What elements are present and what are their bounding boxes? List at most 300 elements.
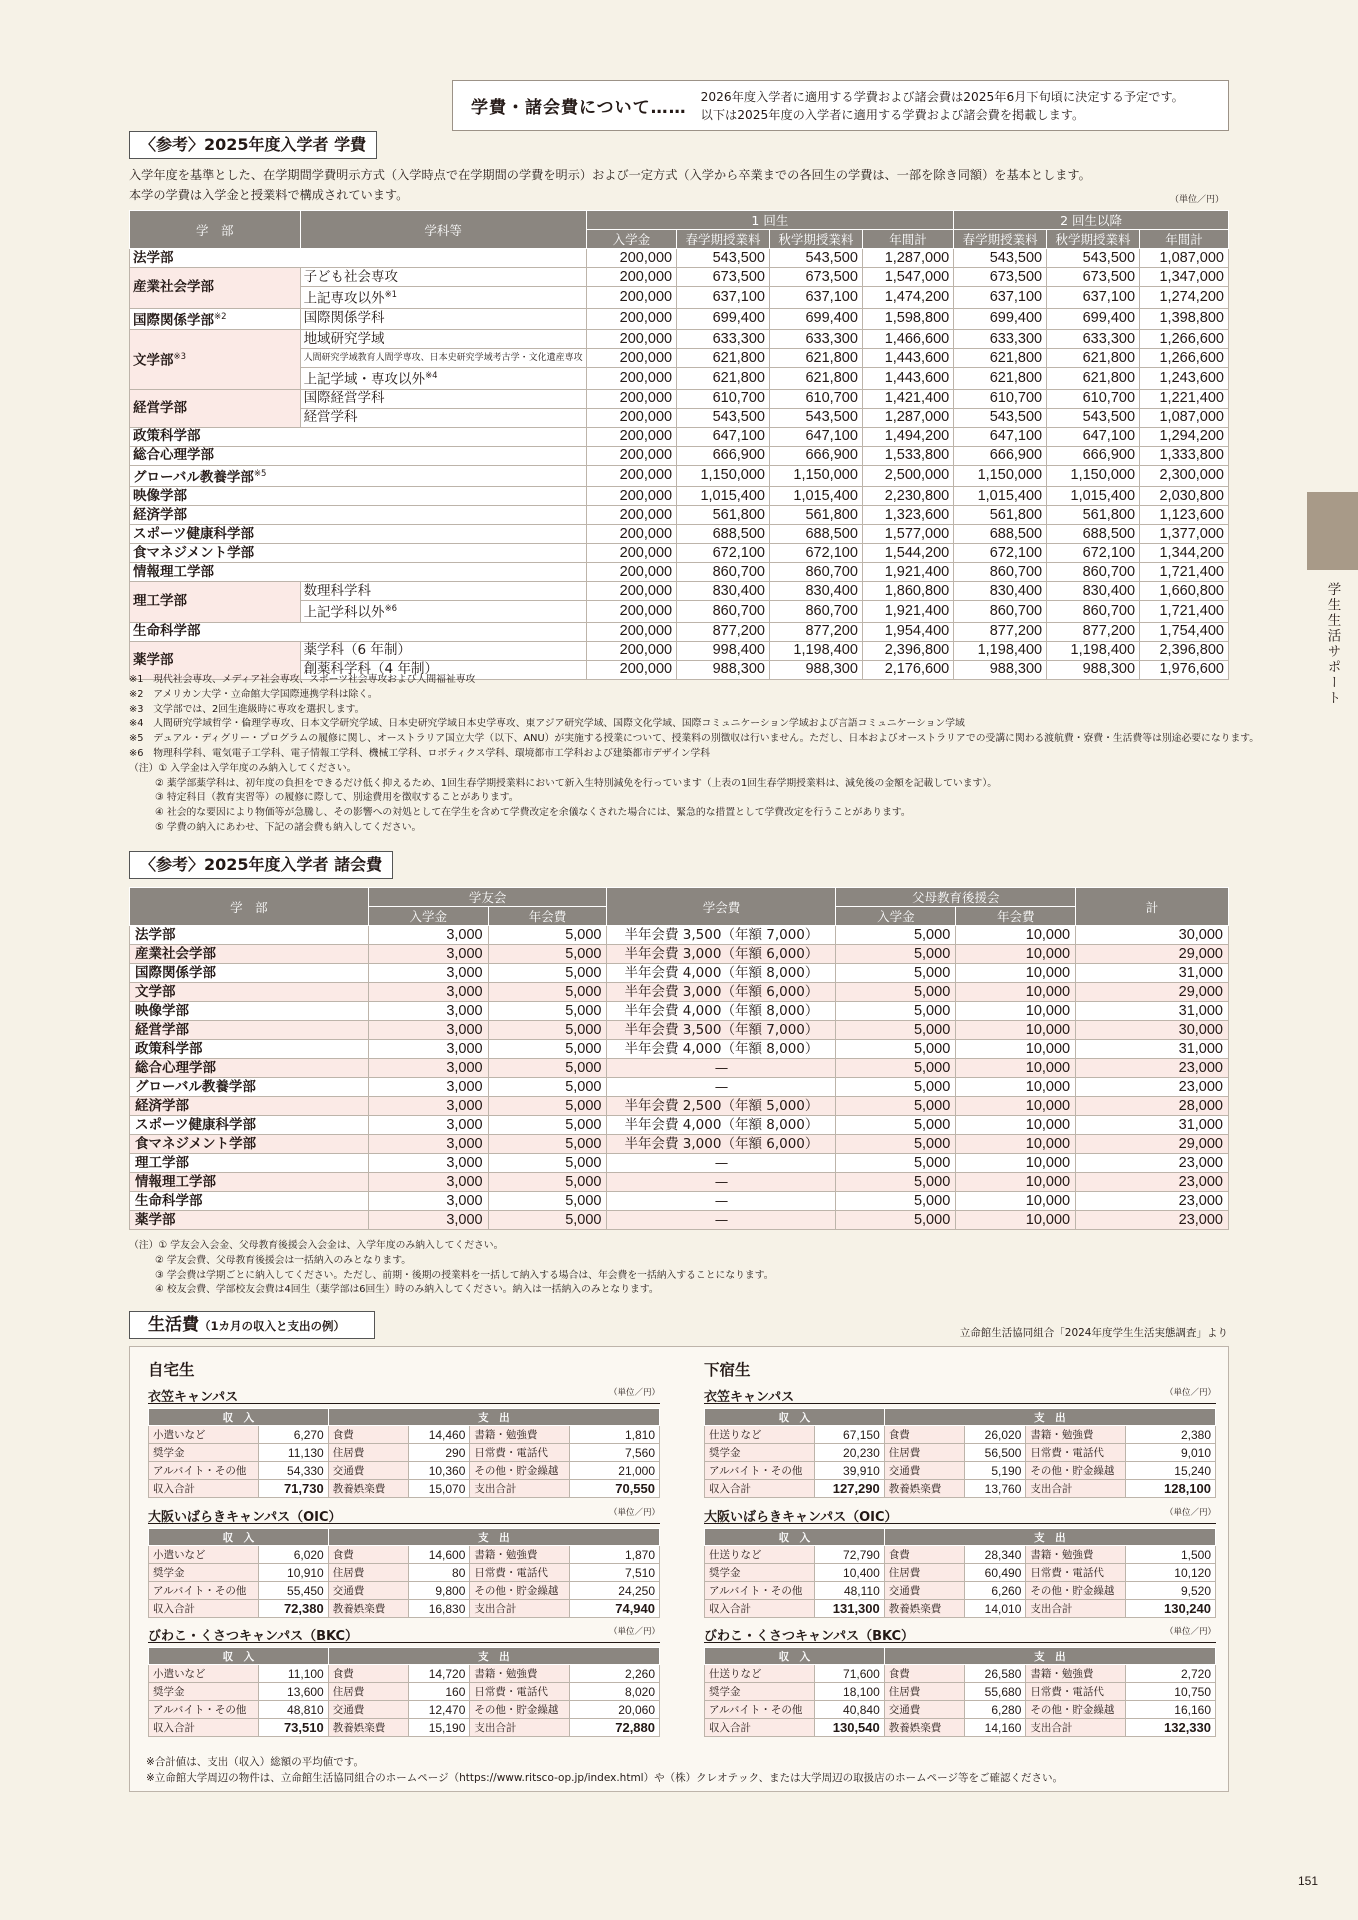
expense-label: 支出合計 bbox=[1026, 1719, 1126, 1737]
income-header: 収 入 bbox=[705, 1648, 885, 1665]
living-notes bbox=[146, 1754, 1063, 1786]
table-row bbox=[130, 389, 1229, 408]
footnote-mark: ※5 bbox=[253, 468, 267, 479]
faculty-cell bbox=[130, 389, 301, 427]
fee-value: 699,400 bbox=[769, 308, 862, 330]
footnote-mark: ※3 bbox=[173, 352, 187, 362]
expense-label: 支出合計 bbox=[470, 1480, 570, 1498]
expense-value: 1,500 bbox=[1126, 1546, 1216, 1564]
faculty-cell: 経済学部 bbox=[130, 1097, 369, 1116]
fee-value: 10,000 bbox=[956, 1135, 1076, 1154]
expense-label: その他・貯金繰越 bbox=[1026, 1462, 1126, 1480]
faculty-name: 理工学部 bbox=[133, 593, 187, 610]
fee-value: 610,700 bbox=[769, 389, 862, 408]
expense-label: その他・貯金繰越 bbox=[1026, 1701, 1126, 1719]
fee-value: 561,800 bbox=[1047, 506, 1140, 525]
fee-value: 1,921,400 bbox=[862, 601, 953, 623]
fee-value: 5,000 bbox=[836, 926, 956, 945]
tuition-table bbox=[129, 210, 1229, 680]
income-header: 収 入 bbox=[149, 1529, 329, 1546]
fee-value: 1,198,400 bbox=[769, 641, 862, 660]
campus-title bbox=[148, 1506, 660, 1524]
expense-value: 10,360 bbox=[408, 1462, 470, 1480]
fee-value: 半年会費 3,500（年額 7,000） bbox=[607, 1021, 836, 1040]
fee-value: 1,466,600 bbox=[862, 330, 953, 349]
fee-value: 877,200 bbox=[954, 622, 1047, 641]
income-value: 6,020 bbox=[258, 1546, 328, 1564]
faculty-name: 生命科学部 bbox=[133, 623, 201, 639]
unit-label: （単位／円） bbox=[1169, 195, 1224, 205]
expense-value: 60,490 bbox=[964, 1564, 1026, 1582]
fee-value: 5,000 bbox=[836, 1097, 956, 1116]
faculty-cell: 文学部 bbox=[130, 983, 369, 1002]
faculty-name: 文学部 bbox=[133, 352, 174, 369]
table-row bbox=[705, 1426, 1216, 1444]
income-label: 奨学金 bbox=[149, 1444, 259, 1462]
expense-value: 9,010 bbox=[1126, 1444, 1216, 1462]
fee-value: 621,800 bbox=[954, 349, 1047, 368]
expense-value: 24,250 bbox=[570, 1582, 660, 1600]
expense-label: 書籍・勉強費 bbox=[1026, 1426, 1126, 1444]
fee-value: 半年会費 3,000（年額 6,000） bbox=[607, 983, 836, 1002]
note-line: （注）① 入学金は入学年度のみ納入してください。 bbox=[129, 762, 357, 774]
dept-name: 創薬科学科（4 年制） bbox=[303, 661, 438, 677]
intro-line: 入学年度を基準とした、在学期間学費明示方式（入学時点で在学期間の学費を明示）および一定方式（入学から卒業までの各回生の学費は、一部を除き同額）を基本とします。 bbox=[129, 168, 1091, 182]
fee-value: 543,500 bbox=[677, 408, 770, 427]
fee-value: 1,266,600 bbox=[1140, 349, 1229, 368]
fee-value: 23,000 bbox=[1076, 1059, 1229, 1078]
note-line: ④ 社会的な要因により物価等が急騰し、その影響への対処として在学生を含めて学費改定を余儀なくされた場合には、緊急的な措置として学費改定を行うことがあります。 bbox=[155, 807, 911, 819]
income-label: 仕送りなど bbox=[705, 1665, 815, 1683]
fee-value: 633,300 bbox=[954, 330, 1047, 349]
note-line: ※6 物理科学科、電気電子工学科、電子情報工学科、機械工学科、ロボティクス学科、環境都市工学科および建築都市デザイン学科 bbox=[129, 747, 711, 759]
income-label: 仕送りなど bbox=[705, 1426, 815, 1444]
fee-value: 860,700 bbox=[954, 601, 1047, 623]
table-row bbox=[130, 308, 1229, 330]
faculty-cell bbox=[130, 446, 587, 465]
col-annual-2: 年間計 bbox=[1140, 230, 1229, 249]
notice-line: 以下は2025年度の入学者に適用する学費および諸会費を掲載します。 bbox=[700, 107, 1085, 122]
fee-value: 5,000 bbox=[488, 1192, 607, 1211]
fee-value: 半年会費 2,500（年額 5,000） bbox=[607, 1097, 836, 1116]
faculty-cell bbox=[130, 465, 587, 487]
expense-label: その他・貯金繰越 bbox=[470, 1462, 570, 1480]
faculty-cell: 薬学部 bbox=[130, 1211, 369, 1230]
living-table bbox=[704, 1408, 1216, 1498]
col-fall: 秋学期授業料 bbox=[769, 230, 862, 249]
faculty-cell: 法学部 bbox=[130, 926, 369, 945]
fee-value: 672,100 bbox=[677, 544, 770, 563]
fee-value: 10,000 bbox=[956, 1078, 1076, 1097]
fee-value: 633,300 bbox=[1047, 330, 1140, 349]
income-value: 127,290 bbox=[814, 1480, 884, 1498]
campus-title bbox=[704, 1506, 1216, 1524]
fee-value: 1,443,600 bbox=[862, 368, 953, 390]
tuition-intro bbox=[129, 165, 1091, 205]
fee-value: 860,700 bbox=[677, 563, 770, 582]
footnote-mark: ※1 bbox=[384, 290, 398, 300]
fee-value: 860,700 bbox=[954, 563, 1047, 582]
expense-value: 56,500 bbox=[964, 1444, 1026, 1462]
income-label: 奨学金 bbox=[705, 1444, 815, 1462]
fee-value: 1,015,400 bbox=[954, 487, 1047, 506]
table-row bbox=[705, 1444, 1216, 1462]
income-label: アルバイト・その他 bbox=[149, 1701, 259, 1719]
fee-value: — bbox=[607, 1059, 836, 1078]
fee-value: — bbox=[607, 1078, 836, 1097]
fee-value: 5,000 bbox=[836, 1078, 956, 1097]
dept-cell bbox=[300, 408, 586, 427]
fee-value: 3,000 bbox=[368, 945, 488, 964]
col-parents-entrance: 入学金 bbox=[836, 907, 956, 926]
side-tab-label: 学生生活サポート bbox=[1324, 582, 1341, 706]
unit-label: （単位／円） bbox=[608, 1388, 660, 1398]
fee-value: 200,000 bbox=[586, 622, 677, 641]
faculty-cell bbox=[130, 487, 587, 506]
fee-value: 647,100 bbox=[769, 427, 862, 446]
note-line: ※4 人間研究学域哲学・倫理学専攻、日本文学研究学域、日本史研究学域日本史学専攻、東アジア研究学域、国際文化学域、国際コミュニケーション学域および言語コミュニケーション学域 bbox=[129, 718, 965, 730]
fee-value: 633,300 bbox=[769, 330, 862, 349]
table-row bbox=[130, 1135, 1229, 1154]
table-row bbox=[149, 1719, 660, 1737]
income-label: 収入合計 bbox=[149, 1719, 259, 1737]
expense-label: 書籍・勉強費 bbox=[470, 1665, 570, 1683]
table-row bbox=[149, 1546, 660, 1564]
fee-value: 29,000 bbox=[1076, 983, 1229, 1002]
faculty-cell bbox=[130, 563, 587, 582]
fee-value: 200,000 bbox=[586, 368, 677, 390]
faculty-name: 政策科学部 bbox=[133, 428, 201, 444]
fee-value: 877,200 bbox=[677, 622, 770, 641]
fee-value: 688,500 bbox=[769, 525, 862, 544]
lodging-title: 下宿生 bbox=[704, 1361, 751, 1379]
income-header: 収 入 bbox=[705, 1529, 885, 1546]
fee-value: 5,000 bbox=[488, 1135, 607, 1154]
table-row bbox=[149, 1426, 660, 1444]
dept-name: 子ども社会専攻 bbox=[303, 268, 399, 285]
fee-value: 5,000 bbox=[488, 1021, 607, 1040]
expense-label: 交通費 bbox=[884, 1582, 964, 1600]
table-row bbox=[149, 1444, 660, 1462]
dept-cell bbox=[300, 368, 586, 390]
income-value: 13,600 bbox=[258, 1683, 328, 1701]
table-row bbox=[149, 1564, 660, 1582]
fee-value: 830,400 bbox=[954, 582, 1047, 601]
fee-value: 672,100 bbox=[954, 544, 1047, 563]
header-row bbox=[149, 1529, 660, 1546]
campus-block bbox=[148, 1386, 660, 1498]
fee-value: 688,500 bbox=[954, 525, 1047, 544]
faculty-cell bbox=[130, 249, 587, 268]
fee-value: 543,500 bbox=[1047, 408, 1140, 427]
campus-block bbox=[148, 1506, 660, 1618]
fee-value: 1,087,000 bbox=[1140, 408, 1229, 427]
fee-value: 10,000 bbox=[956, 1040, 1076, 1059]
fee-value: 200,000 bbox=[586, 544, 677, 563]
table-row bbox=[130, 926, 1229, 945]
note-line: ※2 アメリカン大学・立命館大学国際連携学科は除く。 bbox=[129, 688, 378, 700]
intro-line: 本学の学費は入学金と授業料で構成されています。 bbox=[129, 188, 409, 202]
fee-value: 半年会費 3,500（年額 7,000） bbox=[607, 926, 836, 945]
fee-value: 1,243,600 bbox=[1140, 368, 1229, 390]
fee-value: 1,721,400 bbox=[1140, 601, 1229, 623]
faculty-cell: 理工学部 bbox=[130, 1154, 369, 1173]
header-row bbox=[705, 1529, 1216, 1546]
expense-value: 14,460 bbox=[408, 1426, 470, 1444]
income-label: アルバイト・その他 bbox=[705, 1462, 815, 1480]
table-row bbox=[130, 964, 1229, 983]
fee-value: — bbox=[607, 1154, 836, 1173]
faculty-cell bbox=[130, 506, 587, 525]
campus-block bbox=[704, 1625, 1216, 1737]
campus-block bbox=[704, 1386, 1216, 1498]
fee-value: 621,800 bbox=[677, 349, 770, 368]
fee-value: 688,500 bbox=[1047, 525, 1140, 544]
fee-value: 1,547,000 bbox=[862, 268, 953, 287]
dept-cell bbox=[300, 582, 586, 601]
expense-label: 教養娯楽費 bbox=[328, 1480, 408, 1498]
fee-value: 610,700 bbox=[677, 389, 770, 408]
expense-header: 支 出 bbox=[884, 1409, 1215, 1426]
faculty-name: 経営学部 bbox=[133, 399, 187, 416]
table-row bbox=[130, 330, 1229, 349]
fee-value: 1,087,000 bbox=[1140, 249, 1229, 268]
fee-value: 543,500 bbox=[954, 408, 1047, 427]
expense-label: 食費 bbox=[328, 1426, 408, 1444]
fee-value: 半年会費 3,000（年額 6,000） bbox=[607, 945, 836, 964]
col-fall-2: 秋学期授業料 bbox=[1047, 230, 1140, 249]
expense-value: 28,340 bbox=[964, 1546, 1026, 1564]
income-value: 54,330 bbox=[258, 1462, 328, 1480]
expense-value: 26,580 bbox=[964, 1665, 1026, 1683]
table-row bbox=[130, 622, 1229, 641]
table-row bbox=[130, 945, 1229, 964]
fee-value: 200,000 bbox=[586, 268, 677, 287]
fee-value: 5,000 bbox=[488, 1040, 607, 1059]
faculty-name: 情報理工学部 bbox=[133, 563, 214, 580]
fee-value: 1,274,200 bbox=[1140, 287, 1229, 309]
expense-value: 2,380 bbox=[1126, 1426, 1216, 1444]
notice-label: 学費・諸会費について…… bbox=[471, 98, 687, 118]
col-alumni: 学友会 bbox=[368, 888, 607, 907]
expense-label: 日常費・電話代 bbox=[1026, 1683, 1126, 1701]
living-table bbox=[148, 1528, 660, 1618]
table-row bbox=[130, 1154, 1229, 1173]
income-value: 73,510 bbox=[258, 1719, 328, 1737]
expense-value: 9,520 bbox=[1126, 1582, 1216, 1600]
income-value: 11,130 bbox=[258, 1444, 328, 1462]
income-value: 18,100 bbox=[814, 1683, 884, 1701]
expense-label: その他・貯金繰越 bbox=[470, 1701, 570, 1719]
fee-value: 200,000 bbox=[586, 465, 677, 487]
fee-value: 672,100 bbox=[1047, 544, 1140, 563]
dept-name: 上記学域・専攻以外 bbox=[303, 371, 426, 388]
table-row bbox=[130, 1078, 1229, 1097]
fee-value: 5,000 bbox=[488, 964, 607, 983]
unit-label: （単位／円） bbox=[608, 1627, 660, 1637]
living-table bbox=[704, 1528, 1216, 1618]
fee-value: 2,176,600 bbox=[862, 660, 953, 679]
faculty-cell: 産業社会学部 bbox=[130, 945, 369, 964]
expense-value: 15,190 bbox=[408, 1719, 470, 1737]
table-row bbox=[130, 1021, 1229, 1040]
expense-label: 日常費・電話代 bbox=[1026, 1444, 1126, 1462]
income-label: 収入合計 bbox=[149, 1480, 259, 1498]
col-student-fee: 学会費 bbox=[607, 888, 836, 926]
expense-value: 70,550 bbox=[570, 1480, 660, 1498]
expense-value: 1,870 bbox=[570, 1546, 660, 1564]
expense-label: 支出合計 bbox=[1026, 1480, 1126, 1498]
income-label: 奨学金 bbox=[149, 1564, 259, 1582]
fee-value: 5,000 bbox=[836, 945, 956, 964]
table-row bbox=[705, 1546, 1216, 1564]
fee-value: 200,000 bbox=[586, 389, 677, 408]
expense-header: 支 出 bbox=[328, 1409, 659, 1426]
expense-value: 55,680 bbox=[964, 1683, 1026, 1701]
fee-value: 10,000 bbox=[956, 1173, 1076, 1192]
expense-label: 食費 bbox=[328, 1665, 408, 1683]
fee-value: 200,000 bbox=[586, 487, 677, 506]
fee-value: 666,900 bbox=[677, 446, 770, 465]
fee-value: 860,700 bbox=[769, 601, 862, 623]
fee-value: 5,000 bbox=[488, 1173, 607, 1192]
income-value: 10,400 bbox=[814, 1564, 884, 1582]
fee-value: 5,000 bbox=[836, 1021, 956, 1040]
note-line: ② 薬学部薬学科は、初年度の負担をできるだけ低く抑えるため、1回生春学期授業料において新入生特別減免を行っています（上表の1回生春学期授業料は、減免後の金額を記載しています）。 bbox=[155, 777, 998, 789]
note-line: （注）① 学友会入会金、父母教育後援会入会金は、入学年度のみ納入してください。 bbox=[129, 1240, 504, 1251]
fee-value: 2,030,800 bbox=[1140, 487, 1229, 506]
table-row bbox=[130, 1173, 1229, 1192]
expense-value: 13,760 bbox=[964, 1480, 1026, 1498]
expense-label: その他・貯金繰越 bbox=[1026, 1582, 1126, 1600]
expense-label: 書籍・勉強費 bbox=[1026, 1665, 1126, 1683]
fee-value: 半年会費 4,000（年額 8,000） bbox=[607, 1040, 836, 1059]
fee-value: 29,000 bbox=[1076, 945, 1229, 964]
expense-value: 14,010 bbox=[964, 1600, 1026, 1618]
dept-name: 地域研究学域 bbox=[303, 330, 385, 347]
fee-value: 200,000 bbox=[586, 525, 677, 544]
income-value: 71,730 bbox=[258, 1480, 328, 1498]
expense-label: 日常費・電話代 bbox=[470, 1444, 570, 1462]
dept-cell bbox=[300, 287, 586, 309]
fee-value: 1,266,600 bbox=[1140, 330, 1229, 349]
fee-value: 3,000 bbox=[368, 1116, 488, 1135]
expense-value: 128,100 bbox=[1126, 1480, 1216, 1498]
note-line: ※立命館大学周辺の物件は、立命館生活協同組合のホームページ（https://www.ritsco-op.jp/index.html）や（株）クレオテック、または大学周辺の取扱店のホームページ等をご確認ください。 bbox=[146, 1772, 1063, 1784]
expense-label: 住居費 bbox=[884, 1444, 964, 1462]
faculty-name: 薬学部 bbox=[133, 651, 174, 668]
campus-title bbox=[148, 1386, 660, 1404]
fee-value: 3,000 bbox=[368, 983, 488, 1002]
col-spring-2: 春学期授業料 bbox=[954, 230, 1047, 249]
fee-value: 621,800 bbox=[954, 368, 1047, 390]
fee-value: 1,347,000 bbox=[1140, 268, 1229, 287]
income-label: 収入合計 bbox=[705, 1719, 815, 1737]
fee-value: 5,000 bbox=[488, 945, 607, 964]
income-header: 収 入 bbox=[149, 1648, 329, 1665]
fee-value: 673,500 bbox=[1047, 268, 1140, 287]
faculty-cell bbox=[130, 622, 587, 641]
expense-value: 12,470 bbox=[408, 1701, 470, 1719]
faculty-cell bbox=[130, 330, 301, 390]
table-row bbox=[705, 1665, 1216, 1683]
fee-value: 半年会費 4,000（年額 8,000） bbox=[607, 1002, 836, 1021]
expense-value: 7,510 bbox=[570, 1564, 660, 1582]
fee-value: 1,344,200 bbox=[1140, 544, 1229, 563]
expense-label: 食費 bbox=[884, 1546, 964, 1564]
col-parents: 父母教育後援会 bbox=[836, 888, 1076, 907]
table-row bbox=[130, 525, 1229, 544]
faculty-cell bbox=[130, 582, 301, 623]
expense-value: 7,560 bbox=[570, 1444, 660, 1462]
expense-label: 教養娯楽費 bbox=[328, 1719, 408, 1737]
faculty-name: 経済学部 bbox=[133, 506, 187, 523]
fee-value: 3,000 bbox=[368, 1059, 488, 1078]
fee-value: 200,000 bbox=[586, 601, 677, 623]
faculty-cell bbox=[130, 525, 587, 544]
expense-value: 1,810 bbox=[570, 1426, 660, 1444]
fee-value: 5,000 bbox=[488, 1154, 607, 1173]
dept-name: 国際経営学科 bbox=[303, 390, 385, 406]
fee-value: 5,000 bbox=[488, 983, 607, 1002]
footnote-mark: ※4 bbox=[425, 371, 438, 381]
table-row bbox=[130, 268, 1229, 287]
expense-label: 書籍・勉強費 bbox=[470, 1426, 570, 1444]
fee-value: 5,000 bbox=[488, 1211, 607, 1230]
fee-value: 200,000 bbox=[586, 582, 677, 601]
fee-value: 637,100 bbox=[1047, 287, 1140, 309]
income-label: 小遣いなど bbox=[149, 1546, 259, 1564]
fee-value: 877,200 bbox=[1047, 622, 1140, 641]
fee-value: 1,954,400 bbox=[862, 622, 953, 641]
faculty-cell: 政策科学部 bbox=[130, 1040, 369, 1059]
fee-value: 200,000 bbox=[586, 408, 677, 427]
expense-label: 交通費 bbox=[884, 1462, 964, 1480]
expense-value: 6,260 bbox=[964, 1582, 1026, 1600]
table-row bbox=[705, 1701, 1216, 1719]
expense-value: 15,070 bbox=[408, 1480, 470, 1498]
table-row bbox=[149, 1600, 660, 1618]
expense-label: 教養娯楽費 bbox=[884, 1480, 964, 1498]
fee-value: 3,000 bbox=[368, 1078, 488, 1097]
income-label: 収入合計 bbox=[149, 1600, 259, 1618]
col-alumni-entrance: 入学金 bbox=[368, 907, 488, 926]
table-row bbox=[130, 1097, 1229, 1116]
expense-label: 書籍・勉強費 bbox=[1026, 1546, 1126, 1564]
fee-value: 5,000 bbox=[836, 964, 956, 983]
faculty-cell: スポーツ健康科学部 bbox=[130, 1116, 369, 1135]
col-year1: 1 回生 bbox=[586, 211, 954, 230]
expense-value: 132,330 bbox=[1126, 1719, 1216, 1737]
fee-value: 3,000 bbox=[368, 964, 488, 983]
fee-value: 1,015,400 bbox=[1047, 487, 1140, 506]
fee-value: 647,100 bbox=[1047, 427, 1140, 446]
fee-value: 830,400 bbox=[769, 582, 862, 601]
assoc-heading: 〈参考〉2025年度入学者 諸会費 bbox=[129, 851, 393, 879]
fee-value: 673,500 bbox=[954, 268, 1047, 287]
fee-value: 561,800 bbox=[769, 506, 862, 525]
note-line: ③ 学会費は学期ごとに納入してください。ただし、前期・後期の授業料を一括して納入する場合は、年会費を一括納入することになります。 bbox=[155, 1269, 774, 1281]
footnote-mark: ※2 bbox=[214, 311, 227, 322]
fee-value: 3,000 bbox=[368, 1211, 488, 1230]
fee-value: 1,015,400 bbox=[769, 487, 862, 506]
fee-value: 877,200 bbox=[769, 622, 862, 641]
note-line: ④ 校友会費、学部校友会費は4回生（薬学部は6回生）時のみ納入してください。納入は一括納入のみとなります。 bbox=[155, 1284, 659, 1296]
fee-value: 200,000 bbox=[586, 308, 677, 330]
fee-value: 633,300 bbox=[677, 330, 770, 349]
fee-value: 5,000 bbox=[488, 926, 607, 945]
living-subtitle: （1カ月の収入と支出の例） bbox=[199, 1319, 346, 1333]
